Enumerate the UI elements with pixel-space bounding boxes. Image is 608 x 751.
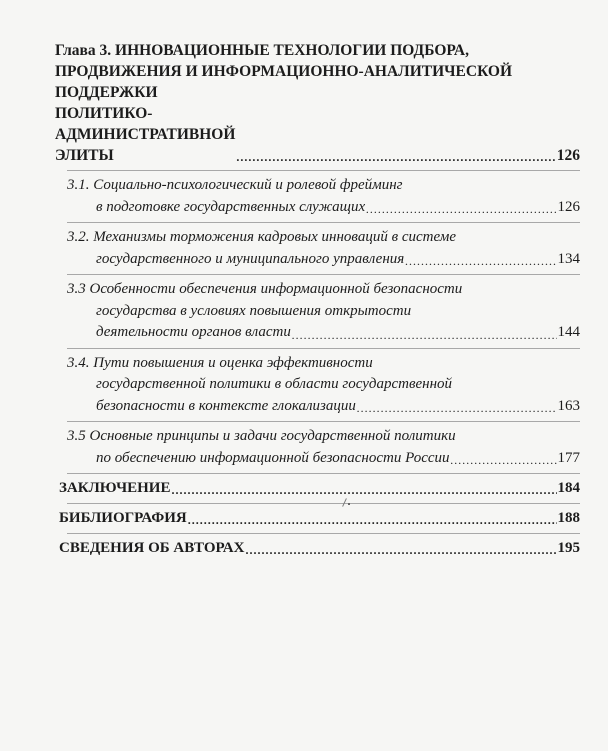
section-title-line: 3.2. Механизмы торможения кадровых инноваций в системе bbox=[67, 229, 456, 245]
divider bbox=[67, 348, 580, 349]
section-title-line: 3.1. Социально-психологический и ролевой фрейминг bbox=[67, 177, 403, 193]
section-title-line: 3.4. Пути повышения и оценка эффективности bbox=[67, 354, 373, 371]
divider bbox=[67, 170, 580, 171]
scan-speck bbox=[348, 503, 350, 505]
section-title-last-line: по обеспечению информационной безопасности России bbox=[96, 449, 450, 466]
section-title-last-line: в подготовке государственных служащих bbox=[96, 198, 366, 215]
divider bbox=[67, 473, 580, 474]
section-row bbox=[67, 396, 580, 418]
chapter-title-line-1: Глава 3. ИННОВАЦИОННЫЕ ТЕХНОЛОГИИ ПОДБОРА, bbox=[55, 42, 469, 59]
section-row bbox=[67, 197, 580, 219]
dot-leader bbox=[405, 255, 556, 267]
toc-section-3-1 bbox=[67, 175, 580, 218]
toc-section-3-5 bbox=[67, 426, 580, 469]
toc-about-authors bbox=[59, 538, 580, 559]
section-row bbox=[67, 322, 580, 344]
section-title-line: государственной политики в области государственной bbox=[96, 376, 453, 392]
about-authors-label: СВЕДЕНИЯ ОБ АВТОРАХ bbox=[59, 540, 245, 556]
toc-chapter-3 bbox=[55, 40, 580, 166]
toc-bibliography bbox=[59, 508, 580, 529]
dot-leader bbox=[366, 203, 556, 215]
dot-leader bbox=[236, 151, 555, 163]
divider bbox=[67, 533, 580, 534]
section-page-number: 177 bbox=[557, 449, 580, 466]
section-page-number: 144 bbox=[557, 324, 580, 340]
section-title-line: государства в условиях повышения открытости bbox=[96, 302, 412, 319]
chapter-title-line-2: ПРОДВИЖЕНИЯ И ИНФОРМАЦИОННО-АНАЛИТИЧЕСКОЙ bbox=[55, 63, 513, 80]
chapter-page-number: 126 bbox=[556, 147, 580, 164]
dot-leader bbox=[245, 544, 556, 556]
bibliography-page-number: 188 bbox=[557, 510, 580, 526]
conclusion-label: ЗАКЛЮЧЕНИЕ bbox=[59, 480, 171, 496]
toc-section-3-4 bbox=[67, 353, 580, 418]
section-page-number: 126 bbox=[557, 198, 580, 215]
table-of-contents bbox=[55, 40, 580, 559]
toc-section-3-3 bbox=[67, 279, 580, 344]
divider bbox=[67, 222, 580, 223]
bibliography-label: БИБЛИОГРАФИЯ bbox=[59, 510, 187, 526]
dot-leader bbox=[171, 484, 556, 496]
section-page-number: 163 bbox=[557, 397, 580, 414]
divider bbox=[67, 274, 580, 275]
section-row bbox=[67, 249, 580, 271]
section-page-number: 134 bbox=[557, 250, 580, 267]
divider bbox=[67, 503, 580, 504]
section-title-line: 3.5 Основные принципы и задачи государственной политики bbox=[67, 428, 456, 444]
conclusion-page-number: 184 bbox=[557, 480, 580, 496]
toc-conclusion bbox=[59, 478, 580, 499]
section-title-last-line: безопасности в контексте глокализации bbox=[96, 397, 356, 414]
dot-leader bbox=[357, 402, 557, 414]
dot-leader bbox=[451, 454, 557, 466]
section-title-last-line: государственного и муниципального управления bbox=[96, 250, 405, 267]
chapter-title-row bbox=[55, 82, 580, 166]
divider bbox=[67, 421, 580, 422]
section-row bbox=[67, 448, 580, 470]
section-title-line: 3.3 Особенности обеспечения информационной безопасности bbox=[67, 281, 463, 297]
dot-leader bbox=[188, 514, 557, 526]
section-title-last-line: деятельности органов власти bbox=[96, 324, 291, 340]
about-authors-page-number: 195 bbox=[557, 540, 580, 556]
dot-leader bbox=[292, 329, 557, 341]
chapter-title-line-3: ПОДДЕРЖКИ ПОЛИТИКО-АДМИНИСТРАТИВНОЙ ЭЛИТЫ bbox=[55, 84, 236, 164]
toc-section-3-2 bbox=[67, 227, 580, 270]
